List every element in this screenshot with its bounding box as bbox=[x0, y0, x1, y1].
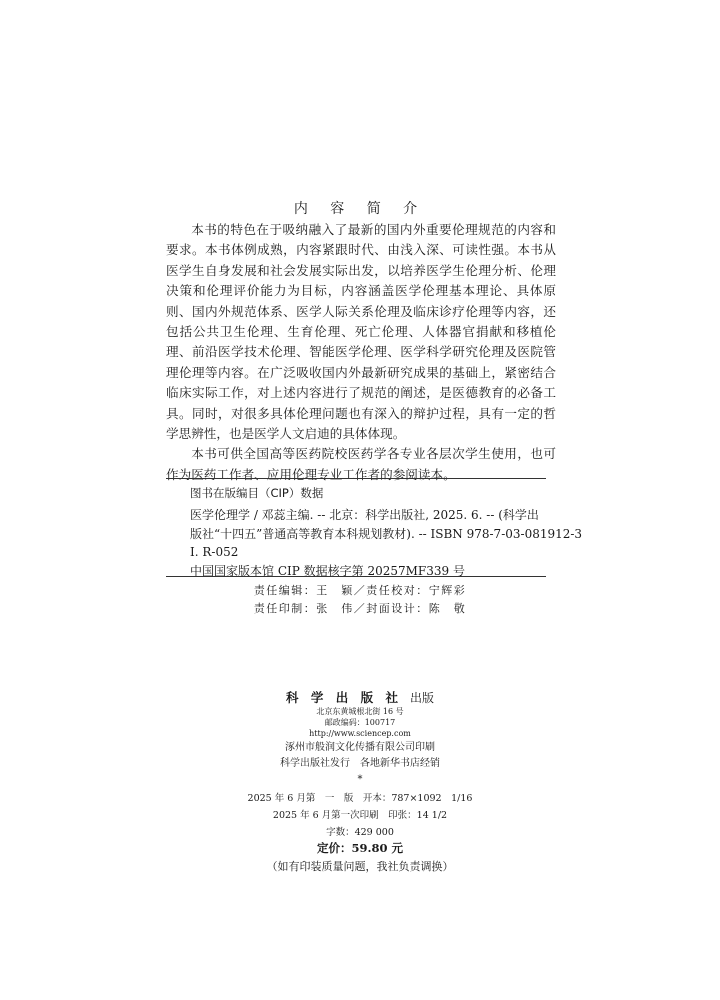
quality-notice: （如有印装质量问题，我社负责调换） bbox=[266, 860, 454, 873]
printing-info bbox=[0, 740, 720, 772]
cip-line: 中国国家版本馆 CIP 数据核字第 20257MF339 号 bbox=[190, 563, 465, 578]
publisher-url: http://www.sciencep.com bbox=[309, 729, 411, 738]
publisher-address: 北京东黄城根北街 16 号 bbox=[316, 707, 404, 716]
publisher-line bbox=[0, 688, 720, 706]
summary-paragraph: 本书可供全国高等医药院校医药学各专业各层次学生使用，也可作为医药工作者、应用伦理专业工作者的参阅读本。 bbox=[166, 446, 556, 482]
distribution-line: 科学出版社发行 各地新华书店经销 bbox=[280, 758, 440, 769]
publisher-suffix: 出版 bbox=[409, 691, 434, 705]
publisher-contact bbox=[0, 706, 720, 739]
cip-heading: 图书在版编目（CIP）数据 bbox=[190, 486, 324, 500]
edition-line: 2025 年 6 月第一次印刷 印张：14 1/2 bbox=[272, 810, 448, 821]
edition-line: 2025 年 6 月第 一 版 开本：787×1092 1/16 bbox=[247, 793, 473, 804]
summary-title: 内 容 简 介 bbox=[293, 201, 427, 217]
credits-line: 责任编辑：王 颖／责任校对：宁辉彩 bbox=[253, 584, 467, 597]
cip-line: Ⅰ. R-052 bbox=[190, 545, 239, 560]
cip-data-block bbox=[190, 484, 583, 580]
edition-info bbox=[0, 790, 720, 841]
separator-star: * bbox=[357, 774, 363, 785]
edition-line: 字数：429 000 bbox=[326, 827, 394, 838]
summary-paragraph: 本书的特色在于吸纳融入了最新的国内外重要伦理规范的内容和要求。本书体例成熟，内容紧跟时代、由浅入深、可读性强。本书从医学生自身发展和社会发展实际出发，以培养医学生伦理分析、伦理决策和伦理评价能力为目标，内容涵盖医学伦理基本理论、具体原则、国内外规范体系、医学人际关系伦理及临床诊疗伦理等内容，还包括公共卫生伦理、生育伦理、死亡伦理、人体器官捐献和移植伦理、前沿医学技术伦理、智能医学伦理、医学科学研究伦理及医院管理伦理等内容。在广泛吸收国内外最新研究成果的基础上，紧密结合临床实际工作，对上述内容进行了规范的阐述，是医德教育的必备工具。同时，对很多具体伦理问题也有深入的辩护过程，具有一定的哲学思辨性，也是医学人文启迪的具体体现。 bbox=[166, 222, 556, 442]
publisher-postcode: 邮政编码：100717 bbox=[324, 718, 396, 727]
printer-line: 涿州市般润文化传播有限公司印刷 bbox=[285, 742, 435, 753]
price: 定价：59.80 元 bbox=[316, 841, 403, 855]
editorial-credits bbox=[0, 582, 720, 618]
cip-top-rule bbox=[166, 478, 546, 479]
cip-line: 医学伦理学 / 邓蕊主编. -- 北京：科学出版社, 2025. 6. -- (科学出 bbox=[190, 508, 539, 523]
cip-line: 版社“十四五”普通高等教育本科规划教材). -- ISBN 978-7-03-081912-3 bbox=[190, 526, 583, 541]
publisher-name: 科 学 出 版 社 bbox=[286, 690, 402, 705]
cip-bottom-rule bbox=[166, 576, 546, 577]
summary-body bbox=[166, 220, 556, 485]
credits-line: 责任印制：张 伟／封面设计：陈 敬 bbox=[253, 602, 467, 615]
